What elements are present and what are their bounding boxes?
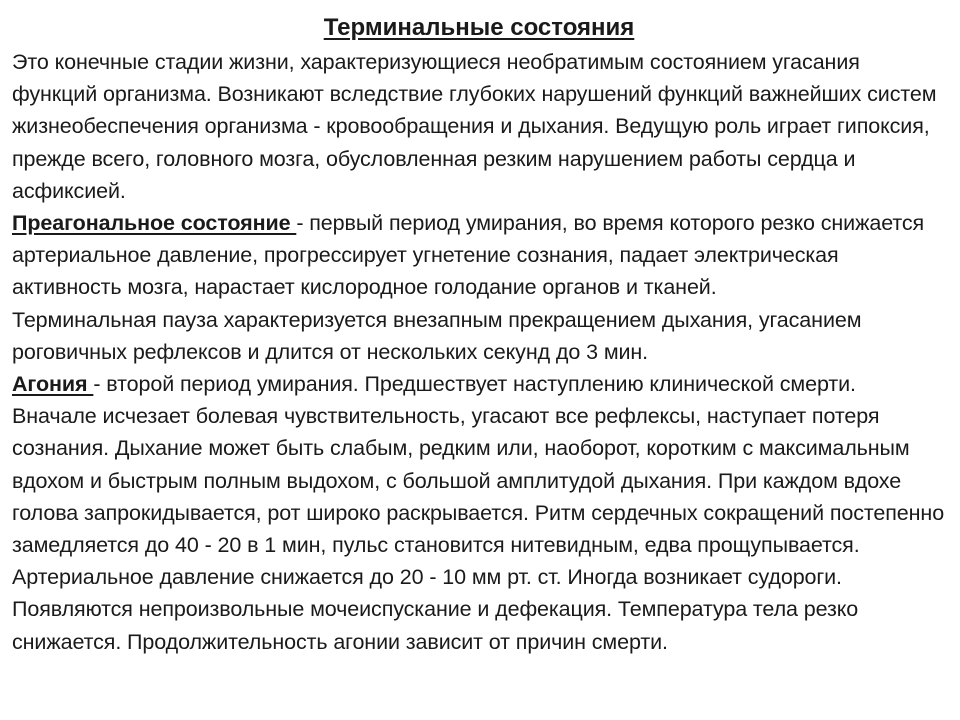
slide-body <box>12 46 946 658</box>
terminal-pause-paragraph: Терминальная пауза характеризуется внезапным прекращением дыхания, угасанием роговичных рефлексов и длится от нескольких секунд до 3 мин. <box>12 307 862 364</box>
preagonal-term: Преагональное состояние <box>12 211 297 236</box>
agony-text: - второй период умирания. Предшествует наступлению клинической смерти. Вначале исчезает болевая чувствительность, угасают все рефлексы, наступает потеря сознания. Дыхание может быть слабым, редким или, наоборот, коротким с максимальным вдохом и быстрым полным выдохом, с большой амплитудой дыхания. При каждом вдохе голова запрокидывается, рот широко раскрывается. Ритм сердечных сокращений постепенно замедляется до 40 - 20 в 1 мин, пульс становится нитевидным, едва прощупывается. Артериальное давление снижается до 20 - 10 мм рт. ст. Иногда возникает судороги. Появляются непроизвольные мочеиспускание и дефекация. Температура тела резко снижается. Продолжительность агонии зависит от причин смерти. <box>12 372 945 654</box>
agony-term: Агония <box>12 372 94 397</box>
slide-title <box>12 10 946 46</box>
preagonal-text: - первый период умирания, во время которого резко снижается артериальное давление, прогрессирует угнетение сознания, падает электрическая активность мозга, нарастает кислородное голодание органов и тканей. <box>12 211 925 300</box>
slide-title-text: Терминальные состояния <box>323 14 635 41</box>
agony-paragraph <box>12 368 946 658</box>
intro-paragraph: Это конечные стадии жизни, характеризующиеся необратимым состоянием угасания функций организма. Возникают вследствие глубоких нарушений функций важнейших систем жизнеобеспечения организма - кровообращения и дыхания. Ведущую роль играет гипоксия, прежде всего, головного мозга, обусловленная резким нарушением работы сердца и асфиксией. <box>12 50 937 203</box>
preagonal-paragraph <box>12 207 946 304</box>
